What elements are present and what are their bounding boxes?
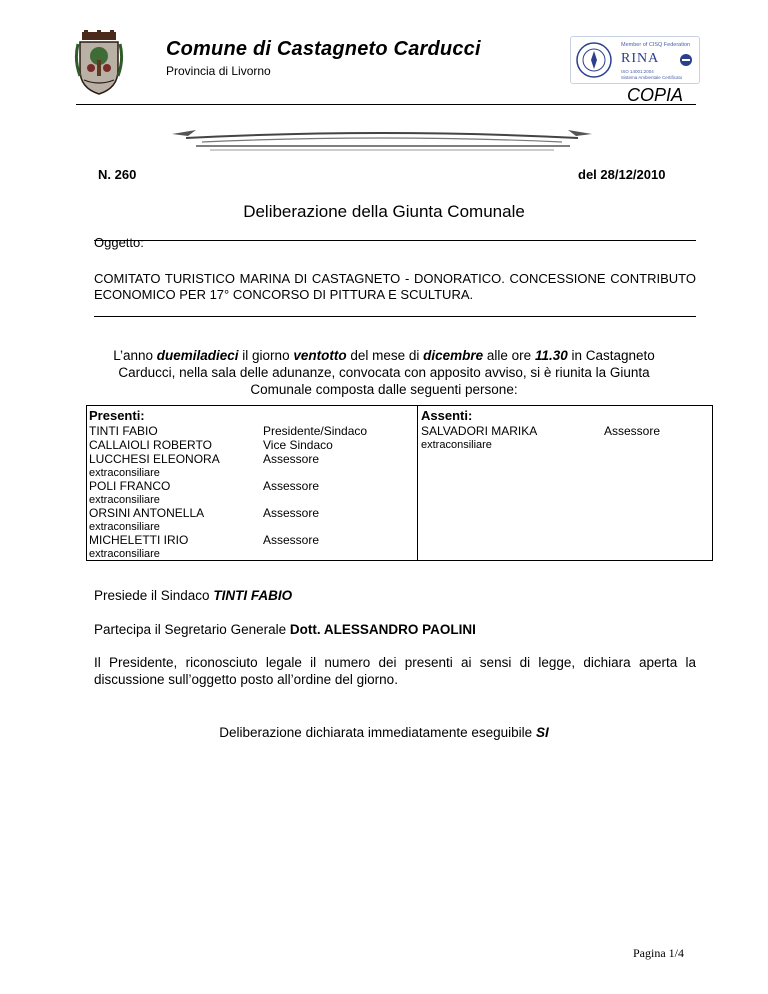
province-name: Provincia di Livorno bbox=[166, 64, 271, 78]
present-name: CALLAIOLI ROBERTO bbox=[89, 438, 212, 452]
document-title: Deliberazione della Giunta Comunale bbox=[243, 202, 525, 221]
deliberation-number: N. 260 bbox=[98, 167, 137, 182]
intro-text: alle ore bbox=[483, 348, 535, 363]
present-role: Assessore bbox=[263, 506, 320, 520]
executable-line bbox=[0, 725, 768, 740]
presiding-line bbox=[94, 588, 292, 603]
present-name: TINTI FABIO bbox=[89, 424, 158, 438]
intro-text: il giorno bbox=[238, 348, 294, 363]
presiding-prefix: Presiede il Sindaco bbox=[94, 588, 214, 603]
present-note: extraconsiliare bbox=[89, 521, 160, 533]
intro-time: 11.30 bbox=[534, 348, 568, 363]
present-note: extraconsiliare bbox=[89, 467, 160, 479]
copy-label: COPIA bbox=[627, 85, 684, 105]
secretary-name: Dott. ALESSANDRO PAOLINI bbox=[289, 622, 476, 637]
executable-value: SI bbox=[535, 725, 549, 740]
intro-month: dicembre bbox=[423, 348, 484, 363]
cert-iso: ISO 14001:2004 bbox=[621, 69, 654, 74]
coat-of-arms-icon bbox=[74, 30, 124, 96]
header-rule bbox=[76, 104, 696, 105]
present-note: extraconsiliare bbox=[89, 548, 160, 560]
subject-top-rule bbox=[94, 240, 696, 241]
executable-prefix: Deliberazione dichiarata immediatamente eseguibile bbox=[219, 725, 536, 740]
subject-text: COMITATO TURISTICO MARINA DI CASTAGNETO - DONORATICO. CONCESSIONE CONTRIBUTO ECONOMICO PER 17° CONCORSO DI PITTURA E SCULTURA. bbox=[94, 271, 696, 302]
present-name: MICHELETTI IRIO bbox=[89, 533, 189, 547]
presiding-name: TINTI FABIO bbox=[213, 588, 293, 603]
deliberation-date: del 28/12/2010 bbox=[578, 167, 666, 182]
certification-seal-icon bbox=[575, 41, 613, 79]
cert-brand: RINA bbox=[621, 51, 660, 66]
absent-heading: Assenti: bbox=[421, 408, 473, 423]
decorative-ornament bbox=[166, 126, 598, 152]
town-name: Comune di Castagneto Carducci bbox=[166, 38, 481, 60]
present-role: Presidente/Sindaco bbox=[263, 424, 368, 438]
attendance-divider bbox=[417, 406, 418, 560]
attendance-table bbox=[86, 405, 713, 561]
present-note: extraconsiliare bbox=[89, 494, 160, 506]
intro-text: del mese di bbox=[346, 348, 424, 363]
intro-text: L’anno bbox=[113, 348, 157, 363]
present-role: Vice Sindaco bbox=[263, 438, 333, 452]
present-role: Assessore bbox=[263, 452, 320, 466]
present-name: ORSINI ANTONELLA bbox=[89, 506, 205, 520]
intro-day: ventotto bbox=[293, 348, 347, 363]
ukas-logo-icon bbox=[679, 53, 693, 67]
present-role: Assessore bbox=[263, 533, 320, 547]
secretary-line bbox=[94, 622, 476, 637]
secretary-prefix: Partecipa il Segretario Generale bbox=[94, 622, 290, 637]
subject-bottom-rule bbox=[94, 316, 696, 317]
intro-paragraph bbox=[100, 347, 668, 398]
present-heading: Presenti: bbox=[89, 408, 145, 423]
absent-note: extraconsiliare bbox=[421, 439, 492, 451]
present-role: Assessore bbox=[263, 479, 320, 493]
president-paragraph: Il Presidente, riconosciuto legale il numero dei presenti ai sensi di legge, dichiara aperta la discussione sull’oggetto posto all’ordine del giorno. bbox=[94, 655, 696, 687]
present-name: LUCCHESI ELEONORA bbox=[89, 452, 220, 466]
rina-certification-badge bbox=[570, 36, 700, 84]
intro-text: in Castagneto Carducci, nella sala delle adunanze, convocata con apposito avviso, si è riunita la Giunta Comunale composta dalle seguenti persone: bbox=[118, 348, 655, 397]
absent-name: SALVADORI MARIKA bbox=[421, 424, 538, 438]
cert-system: Sistema Ambientale Certificato bbox=[621, 75, 683, 80]
present-name: POLI FRANCO bbox=[89, 479, 171, 493]
absent-role: Assessore bbox=[604, 424, 661, 438]
page-number: Pagina 1/4 bbox=[633, 946, 684, 960]
cert-member-text: Member of CISQ Federation bbox=[621, 42, 691, 48]
subject-label: Oggetto: bbox=[94, 235, 144, 250]
intro-year: duemiladieci bbox=[156, 348, 239, 363]
